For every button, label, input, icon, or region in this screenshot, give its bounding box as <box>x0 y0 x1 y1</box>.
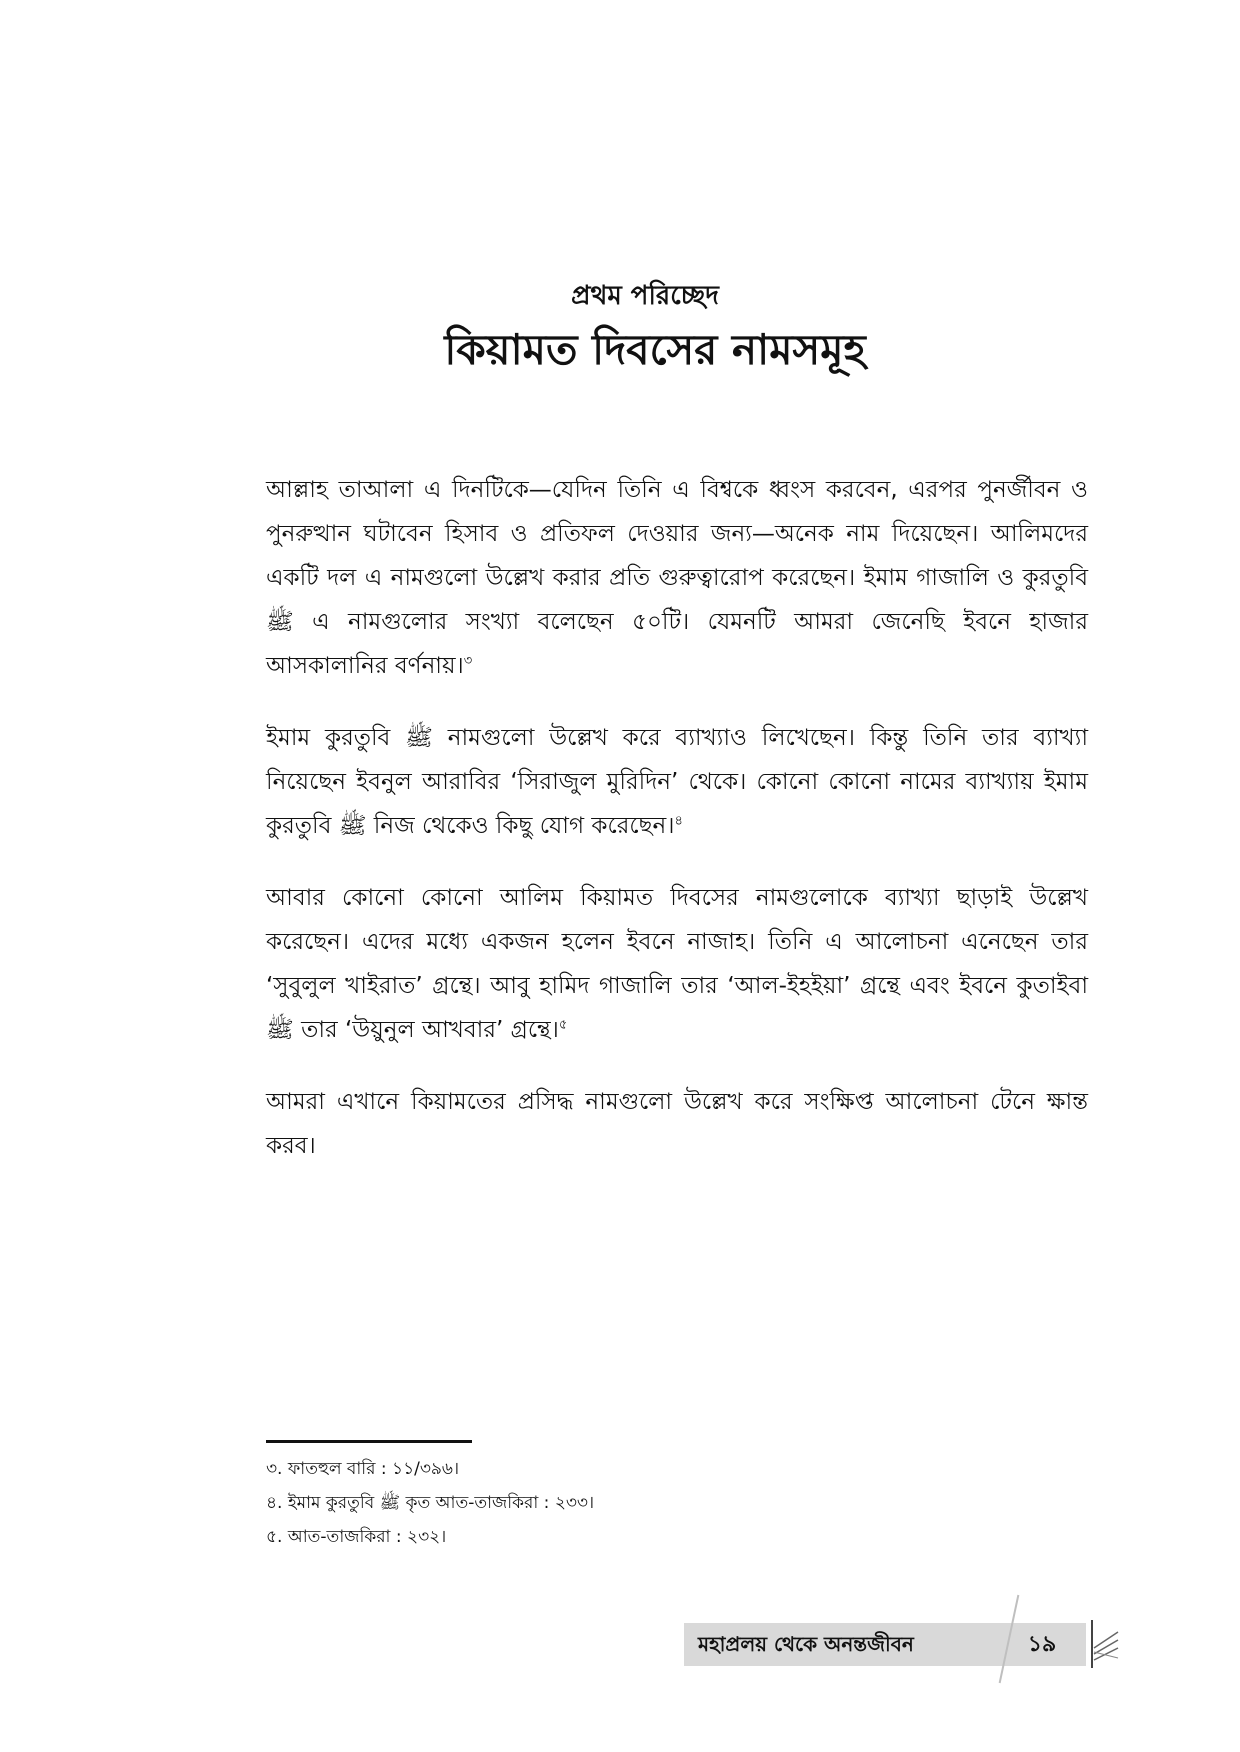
footnote-ref: ৩ <box>463 653 473 669</box>
footnote-5: ৫. আত-তাজকিরা : ২৩২। <box>266 1527 447 1547</box>
footnotes <box>266 1452 966 1554</box>
chapter-header <box>0 278 1240 380</box>
footnote-ref: ৪ <box>674 813 683 829</box>
paragraph-text: ইমাম কুরতুবি ﷺ নামগুলো উল্লেখ করে ব্যাখ্যাও লিখেছেন। কিন্তু তিনি তার ব্যাখ্যা নিয়েছেন ইবনুল আরাবির ‘সিরাজুল মুরিদিন’ থেকে। কোনো কোনো নামের ব্যাখ্যায় ইমাম কুরতুবি ﷺ নিজ থেকেও কিছু যোগ করেছেন। <box>266 725 1088 839</box>
paragraph-2 <box>266 716 1088 848</box>
footnote-ref: ৫ <box>558 1017 568 1033</box>
paragraph-text: আল্লাহ তাআলা এ দিনটিকে—যেদিন তিনি এ বিশ্বকে ধ্বংস করবেন, এরপর পুনর্জীবন ও পুনরুত্থান ঘটাবেন হিসাব ও প্রতিফল দেওয়ার জন্য—অনেক নাম দিয়েছেন। আলিমদের একটি দল এ নামগুলো উল্লেখ করার প্রতি গুরুত্বারোপ করেছেন। ইমাম গাজালি ও কুরতুবি ﷺ এ নামগুলোর সংখ্যা বলেছেন ৫০টি। যেমনটি আমরা জেনেছি ইবনে হাজার আসকালানির বর্ণনায়। <box>266 477 1088 679</box>
footnote-4: ৪. ইমাম কুরতুবি ﷺ কৃত আত-তাজকিরা : ২৩৩। <box>266 1493 595 1513</box>
paragraph-1 <box>266 468 1088 688</box>
footnote-divider <box>266 1440 472 1443</box>
page-number: ১৯ <box>1027 1631 1057 1657</box>
paragraph-4 <box>266 1080 1088 1168</box>
running-footer <box>684 1623 1086 1666</box>
paragraph-text: আবার কোনো কোনো আলিম কিয়ামত দিবসের নামগুলোকে ব্যাখ্যা ছাড়াই উল্লেখ করেছেন। এদের মধ্যে একজন হলেন ইবনে নাজাহ। তিনি এ আলোচনা এনেছেন তার ‘সুবুলুল খাইরাত’ গ্রন্থে। আবু হামিদ গাজালি তার ‘আল-ইহইয়া’ গ্রন্থে এবং ইবনে কুতাইবা ﷺ তার ‘উয়ুনুল আখবার’ গ্রন্থে। <box>266 885 1088 1043</box>
body-text <box>266 468 1088 1196</box>
chapter-label: প্রথম পরিচ্ছেদ <box>571 281 719 311</box>
book-title: মহাপ্রলয় থেকে অনন্তজীবন <box>698 1632 914 1656</box>
page-edge-icon <box>1090 1618 1120 1670</box>
paragraph-3 <box>266 876 1088 1052</box>
paragraph-text: আমরা এখানে কিয়ামতের প্রসিদ্ধ নামগুলো উল্লেখ করে সংক্ষিপ্ত আলোচনা টেনে ক্ষান্ত করব। <box>266 1089 1088 1159</box>
chapter-title: কিয়ামত দিবসের নামসমূহ <box>444 325 866 374</box>
footnote-3: ৩. ফাতহুল বারি : ১১/৩৯৬। <box>266 1459 460 1479</box>
